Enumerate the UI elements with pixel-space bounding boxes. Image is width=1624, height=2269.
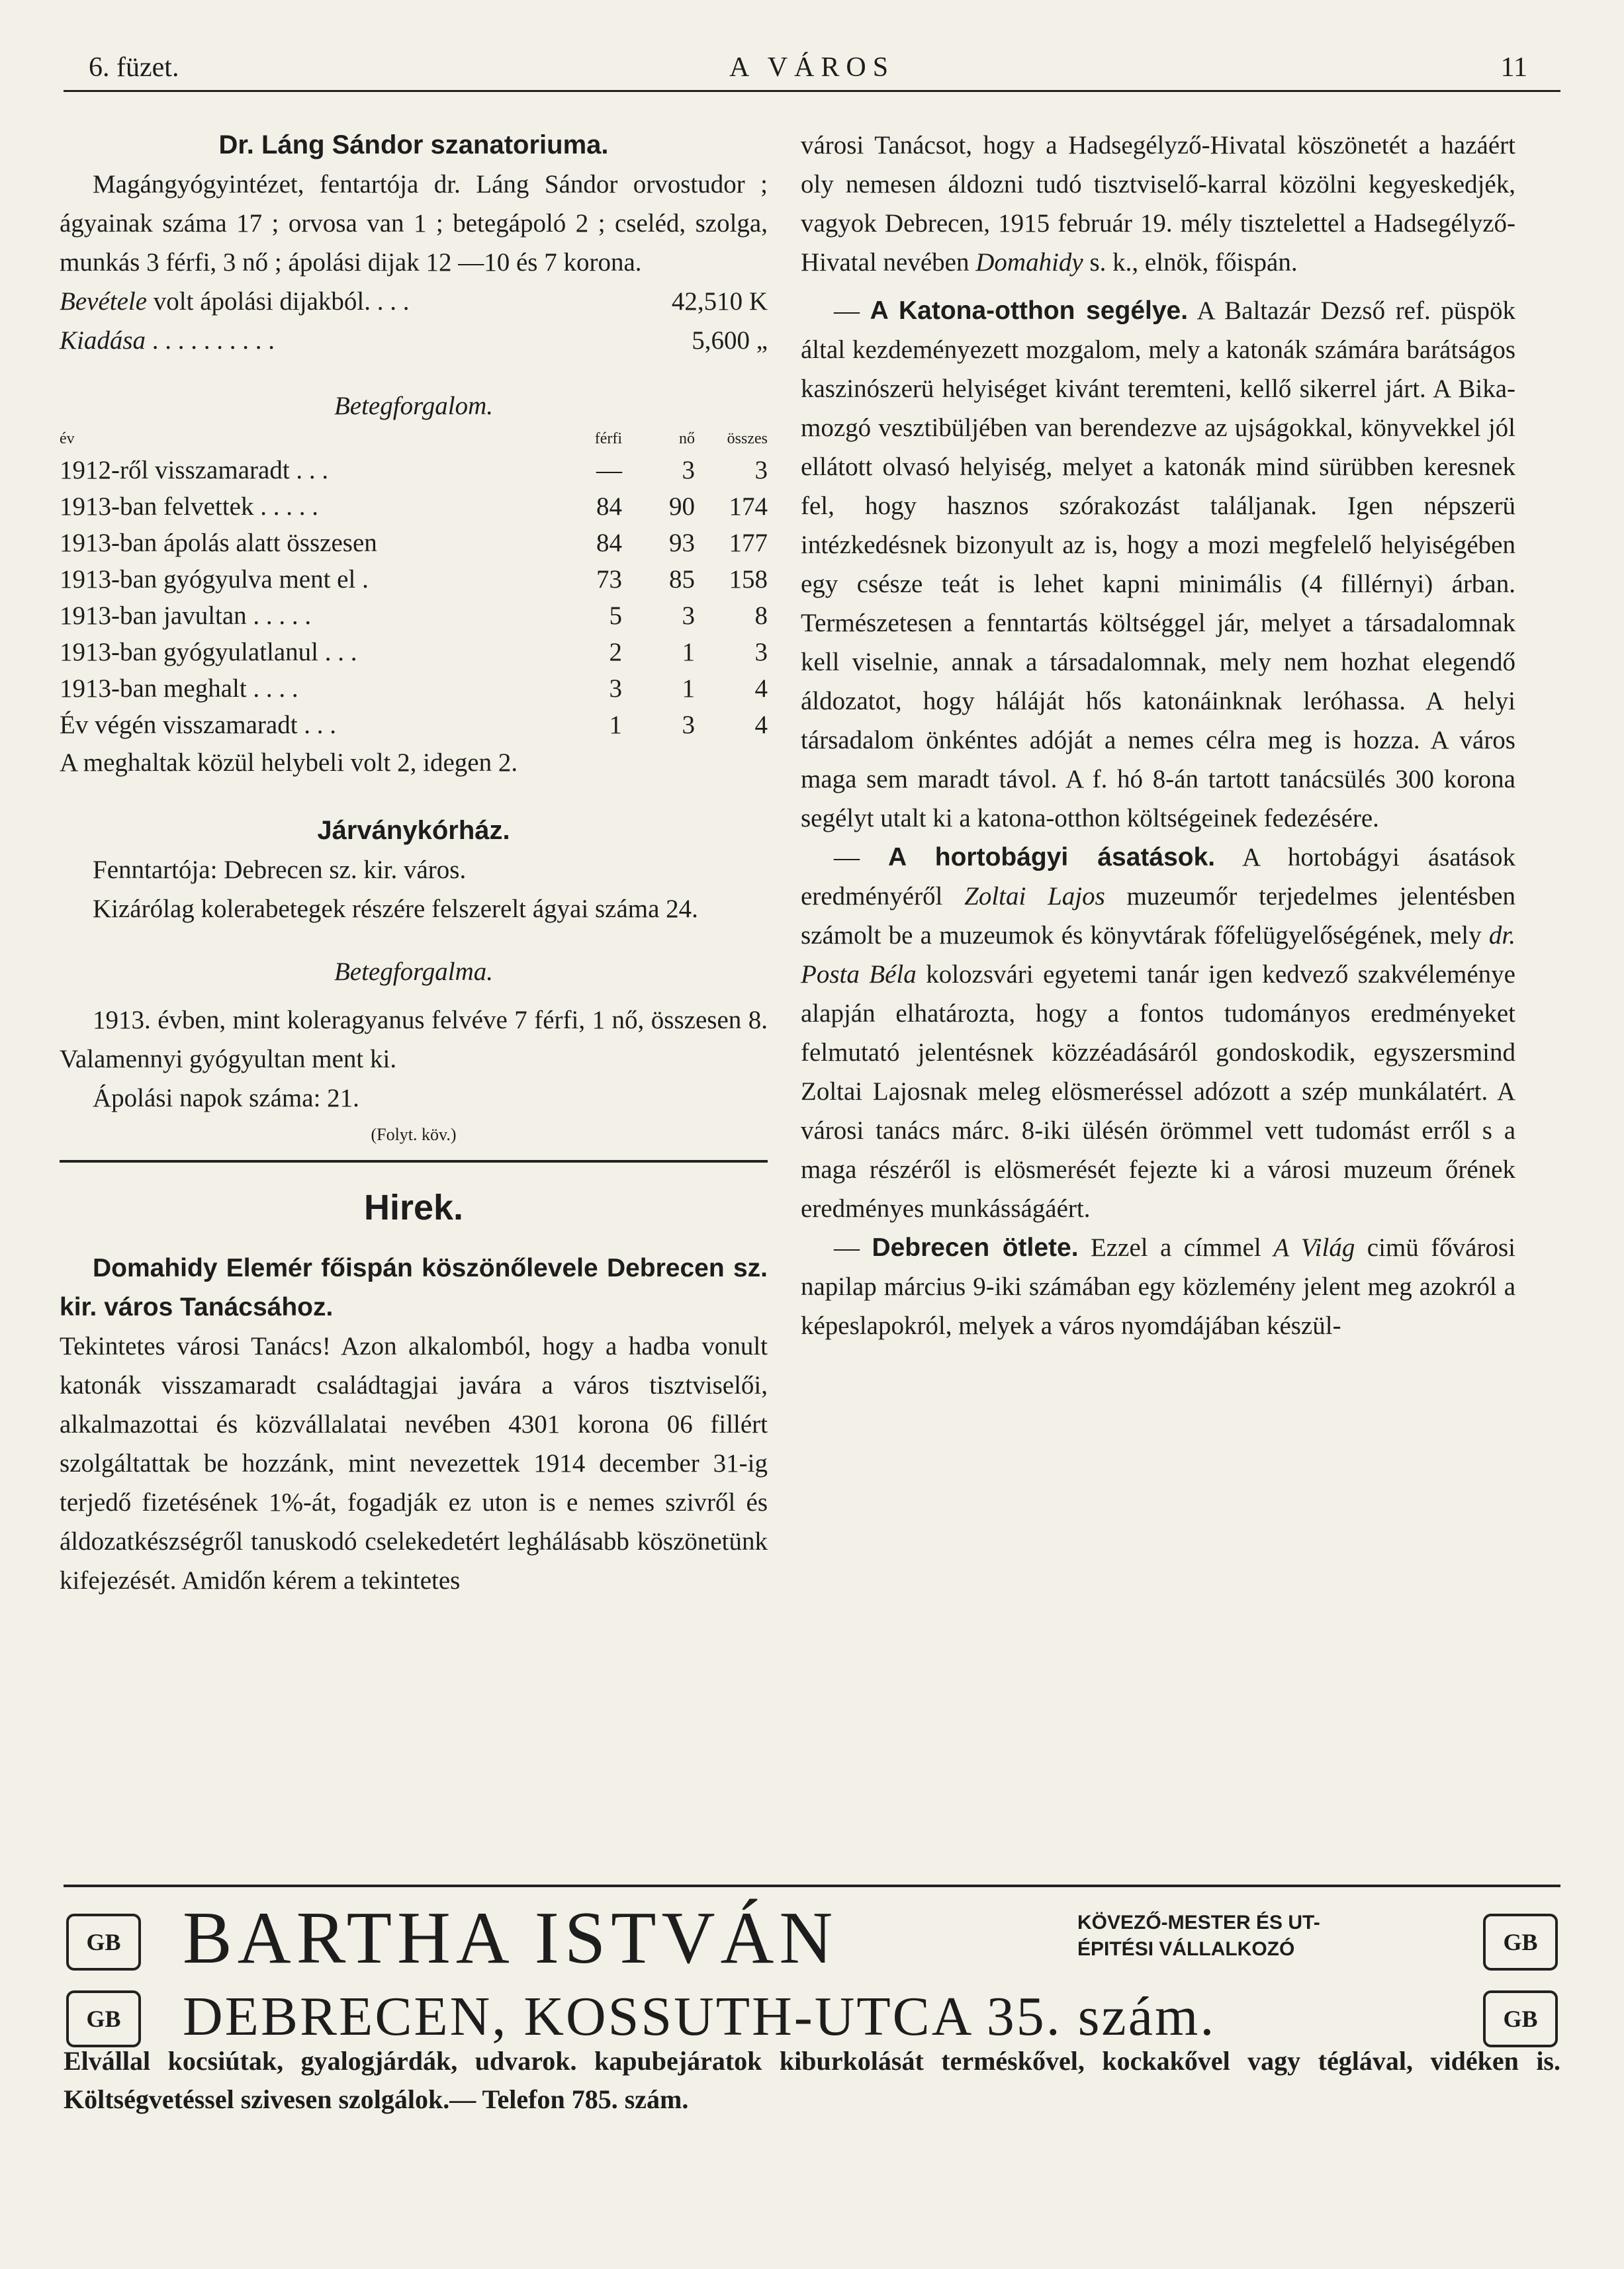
row-female: 85	[669, 565, 695, 594]
row-female: 90	[669, 492, 695, 521]
table-row	[60, 561, 768, 598]
row-total: 3	[754, 456, 768, 484]
monogram-logo-icon: GB	[66, 1990, 141, 2047]
news-item3-title: A hortobágyi ásatások.	[887, 843, 1216, 871]
row-male: 3	[609, 674, 622, 703]
expense-value: 5,600 „	[692, 326, 768, 355]
news-item3: — A hortobágyi ásatások. A hortobágyi ásatások eredményéről Zoltai Lajos muzeumőr terjedelmes jelentésben számolt be a muzeumok és könyvtárak főfelügyelőségének, mely dr. Posta Béla kolozsvári egyetemi tanár igen kedvező szakvéleménye alapján elhatározta, hogy a fontos tudományos eredményeket felmutató jelentésnek közzéadásáról gondoskodik, egyszersmind Zoltai Lajosnak meleg elösmeréssel adózott a szép munkálatért. A városi tanács márc. 8-iki ülésén örömmel vett tudomást erről s a maga részéről is elösmerését fejezte ki a városi muzeum őrének eredményes munkásságáért.	[801, 843, 1516, 1223]
table-row	[60, 488, 768, 525]
patient-traffic-table	[60, 425, 768, 743]
right-column	[801, 126, 1515, 1345]
row-female: 1	[682, 638, 695, 666]
row-male: 84	[596, 492, 622, 521]
row-female: 3	[682, 601, 695, 630]
news-item4-body-a: Ezzel a címmel	[1091, 1233, 1261, 1262]
news-item2-body: A Baltazár Dezső ref. püspök által kezdeményezett mozgalom, mely a katonák számára barátságos kaszinószerü helyiséget kivánt teremteni, kellő sikerrel járt. A Bika-mozgó vesztibüljében van berendezve az ujságokkal, könyvekkel jól ellátott olvasó helyiség, melyet a katonák mind sürübben keresnek fel, hogy hasznos szórakozást találjanak. Igen népszerü intézkedésnek bizonyult az is, hogy a mozi megfelelő helyiségében egy csésze teát is lehet kapni minimális (4 fillérnyi) árban. Természetesen a fenntartás költséggel jár, melyet a társadalomnak kell viselnie, annak a társadalomnak, mely nem hozhat elegendő áldozatot, hogy háláját hős katonáinknak leróhassa. A helyi társadalom önkéntes adóját a nemes célra meg is hozza. A város maga sem maradt távol. A f. hó 8-án tartott tanácsülés 300 korona segélyt utalt ki a katona-otthon költségeinek fedezésére.	[801, 296, 1515, 832]
news-item1-body: Tekintetes városi Tanács! Azon alkalomból, hogy a hadba vonult katonák visszamaradt családtagjai javára a város tisztviselői, alkalmazottai és közvállalatai nevében 4301 korona 06 fillért szolgáltattak be hozzánk, mint nevezettek 1914 december 31-ig terjedő fizetésének 1%-át, fogadják ez uton is e nemes szivről és áldozatkészségről tanuskodó cselekedetért leghálásabb köszönetünk kifejezését. Amidőn kérem a tekintetes	[60, 1332, 768, 1595]
income-text: volt ápolási dijakból. . . .	[153, 287, 410, 316]
news-item1-cont-text: városi Tanácsot, hogy a Hadsegélyző-Hivatal köszönetét a hazáért oly nemesen áldozni tudó tisztviselő-karral közölni kegyeskedjék, vagyok Debrecen, 1915 február 19. mély tisztelettel a Hadsegélyző-Hivatal nevében	[801, 131, 1515, 277]
advert-tagline-1: KÖVEZŐ-MESTER ÉS UT-	[1077, 1912, 1320, 1934]
news-item4-paper: A Világ	[1273, 1233, 1355, 1262]
epidemic-care-days: Ápolási napok száma: 21.	[93, 1084, 359, 1112]
row-label: 1913-ban gyógyulatlanul . . .	[60, 638, 357, 666]
row-female: 1	[682, 674, 695, 703]
monogram-logo-icon: GB	[1483, 1914, 1558, 1971]
row-total: 177	[729, 529, 768, 557]
advert-tagline	[1077, 1910, 1320, 1963]
news-item3-body-b: muzeumőr terjedelmes jelentésben számolt be a muzeumok és könyvtárak főfelügyelőségének, mely	[801, 882, 1515, 950]
news-item3-author: Zoltai Lajos	[964, 882, 1105, 911]
journal-title: A VÁROS	[729, 52, 895, 83]
header-rule	[64, 90, 1560, 92]
row-label: 1913-ban javultan . . . . .	[60, 601, 312, 630]
table-row	[60, 707, 768, 743]
news-item4: — Debrecen ötlete. Ezzel a címmel A Világ cimü fővárosi napilap március 9-iki számában egy közlemény jelent meg azokról a képeslapokról, melyek a város nyomdájában készül-	[801, 1233, 1515, 1340]
row-label: Év végén visszamaradt . . .	[60, 711, 337, 739]
table-row	[60, 634, 768, 670]
continued-note: (Folyt. köv.)	[371, 1125, 457, 1144]
epidemic-traffic-title: Betegforgalma.	[334, 957, 494, 986]
row-male: 1	[609, 711, 622, 739]
row-total: 4	[754, 711, 768, 739]
row-male: 84	[596, 529, 622, 557]
page-number: 11	[1500, 52, 1527, 83]
sanatorium-title: Dr. Láng Sándor szanatoriuma.	[218, 130, 609, 159]
row-total: 158	[729, 565, 768, 594]
monogram-logo-icon: GB	[1483, 1990, 1558, 2047]
table-row	[60, 525, 768, 561]
row-total: 174	[729, 492, 768, 521]
col-header-male: férfi	[594, 430, 622, 447]
news-item2-title: A Katona-otthon segélye.	[870, 296, 1189, 325]
income-line	[60, 282, 768, 321]
col-header-female: nő	[679, 430, 695, 447]
epidemic-traffic: 1913. évben, mint koleragyanus felvéve 7 férfi, 1 nő, összesen 8. Valamennyi gyógyultan ment ki.	[60, 1006, 768, 1073]
row-total: 8	[754, 601, 768, 630]
epidemic-beds: Kizárólag kolerabetegek részére felszerelt ágyai száma 24.	[93, 895, 698, 923]
expense-label: Kiadása	[60, 326, 146, 355]
row-total: 4	[754, 674, 768, 703]
traffic-title: Betegforgalom.	[334, 392, 494, 420]
news-item4-title: Debrecen ötlete.	[872, 1233, 1079, 1262]
row-label: 1913-ban felvettek . . . . .	[60, 492, 318, 521]
news-item3-body-a: A hortobágyi ásatások eredményéről	[801, 843, 1515, 911]
news-item1-title: Domahidy Elemér főispán köszönőlevele Debrecen sz. kir. város Tanácsához.	[60, 1254, 768, 1321]
sanatorium-intro: Magángyógyintézet, fentartója dr. Láng Sándor orvostudor ; ágyainak száma 17 ; orvosa van 1 ; betegápoló 2 ; cseléd, szolga, munkás 3 férfi, 3 nő ; ápolási dijak 12 —10 és 7 korona.	[60, 170, 768, 277]
income-value: 42,510 K	[671, 287, 768, 316]
news-title: Hirek.	[363, 1188, 464, 1227]
news-item1-sign-rest: s. k., elnök, főispán.	[1089, 248, 1298, 277]
news-item2: — A Katona-otthon segélye. A Baltazár Dezső ref. püspök által kezdeményezett mozgalom, mely a katonák számára barátságos kaszinószerü helyiséget kivánt teremteni, kellő sikerrel járt. A Bika-mozgó vesztibüljében van berendezve az ujságokkal, könyvekkel jól ellátott olvasó helyiség, melyet a katonák mind sürübben keresnek fel, hogy hasznos szórakozást találjanak. Igen népszerü intézkedésnek bizonyult az is, hogy a mozi megfelelő helyiségében egy csésze teát is lehet kapni minimális (4 fillérnyi) árban. Természetesen a fenntartás költséggel jár, melyet a társadalomnak kell viselnie, annak a társadalomnak, mely nem hozhat elegendő áldozatot, hogy háláját hős katonáinknak leróhassa. A helyi társadalom önkéntes adóját a nemes célra meg is hozza. A város maga sem maradt távol. A f. hó 8-án tartott tanácsülés 300 korona segélyt utalt ki a katona-otthon költségeinek fedezésére.	[801, 296, 1515, 832]
table-row	[60, 670, 768, 707]
income-label: Bevétele	[60, 287, 148, 316]
row-label: 1913-ban meghalt . . . .	[60, 674, 298, 703]
expense-line	[60, 321, 768, 360]
advert-tagline-2: ÉPITÉSI VÁLLALKOZÓ	[1077, 1938, 1295, 1960]
row-label: 1912-ről visszamaradt . . .	[60, 456, 329, 484]
row-male: 5	[609, 601, 622, 630]
died-note: A meghaltak közül helybeli volt 2, idegen 2.	[60, 748, 518, 777]
col-header-total: összes	[727, 430, 768, 447]
advert-row-address	[64, 1984, 1560, 2050]
epidemic-maintainer: Fenntartója: Debrecen sz. kir. város.	[93, 856, 467, 884]
col-header-year: év	[60, 430, 75, 447]
advert-text: Elvállal kocsiútak, gyalogjárdák, udvarok. kapubejáratok kiburkolását terméskővel, kockakővel vagy téglával, vidéken is. Költségvetéssel szivesen szolgálok.— Telefon 785. szám.	[64, 2046, 1560, 2114]
row-label: 1913-ban ápolás alatt összesen	[60, 529, 377, 557]
left-column	[60, 126, 768, 1600]
row-female: 3	[682, 456, 695, 484]
news-item4-body-b: cimü fővárosi napilap március 9-iki számában egy közlemény jelent meg azokról a képeslapokról, melyek a város nyomdájában készül-	[801, 1233, 1515, 1340]
expense-dots: . . . . . . . . . .	[152, 326, 275, 355]
table-row	[60, 452, 768, 488]
row-total: 3	[754, 638, 768, 666]
advert-address: DEBRECEN, KOSSUTH-UTCA 35. szám.	[183, 1986, 1216, 2047]
row-male: 73	[596, 565, 622, 594]
table-header-row	[60, 425, 768, 452]
news-item3-prof: dr. Posta Béla	[801, 921, 1516, 989]
advertisement	[64, 1885, 1560, 2114]
row-female: 3	[682, 711, 695, 739]
advert-row-name	[64, 1897, 1560, 1979]
news-item3-body-c: kolozsvári egyetemi tanár igen kedvező szakvéleménye alapján elhatározta, hogy a fontos tudományos eredményeket felmutató jelentésnek közzéadásáról gondoskodik, egyszersmind Zoltai Lajosnak meleg elösmeréssel adózott a szép munkálatért. A városi tanács márc. 8-iki ülésén örömmel vett tudomást erről s a maga részéről is elösmerését fejezte ki a városi muzeum őrének eredményes munkásságáért.	[801, 960, 1515, 1223]
row-label: 1913-ban gyógyulva ment el .	[60, 565, 369, 594]
table-row	[60, 598, 768, 634]
issue-label: 6. füzet.	[89, 52, 179, 83]
section-separator	[60, 1160, 768, 1163]
row-male: 2	[609, 638, 622, 666]
advert-name: BARTHA ISTVÁN	[183, 1897, 838, 1979]
news-item1-signer: Domahidy	[975, 248, 1083, 277]
row-female: 93	[669, 529, 695, 557]
row-male: —	[596, 456, 622, 484]
page-header	[64, 52, 1560, 91]
news-item1-continuation	[801, 126, 1515, 282]
epidemic-title: Járványkórház.	[317, 816, 510, 845]
monogram-logo-icon: GB	[66, 1914, 141, 1971]
advert-rule	[64, 1885, 1560, 1887]
